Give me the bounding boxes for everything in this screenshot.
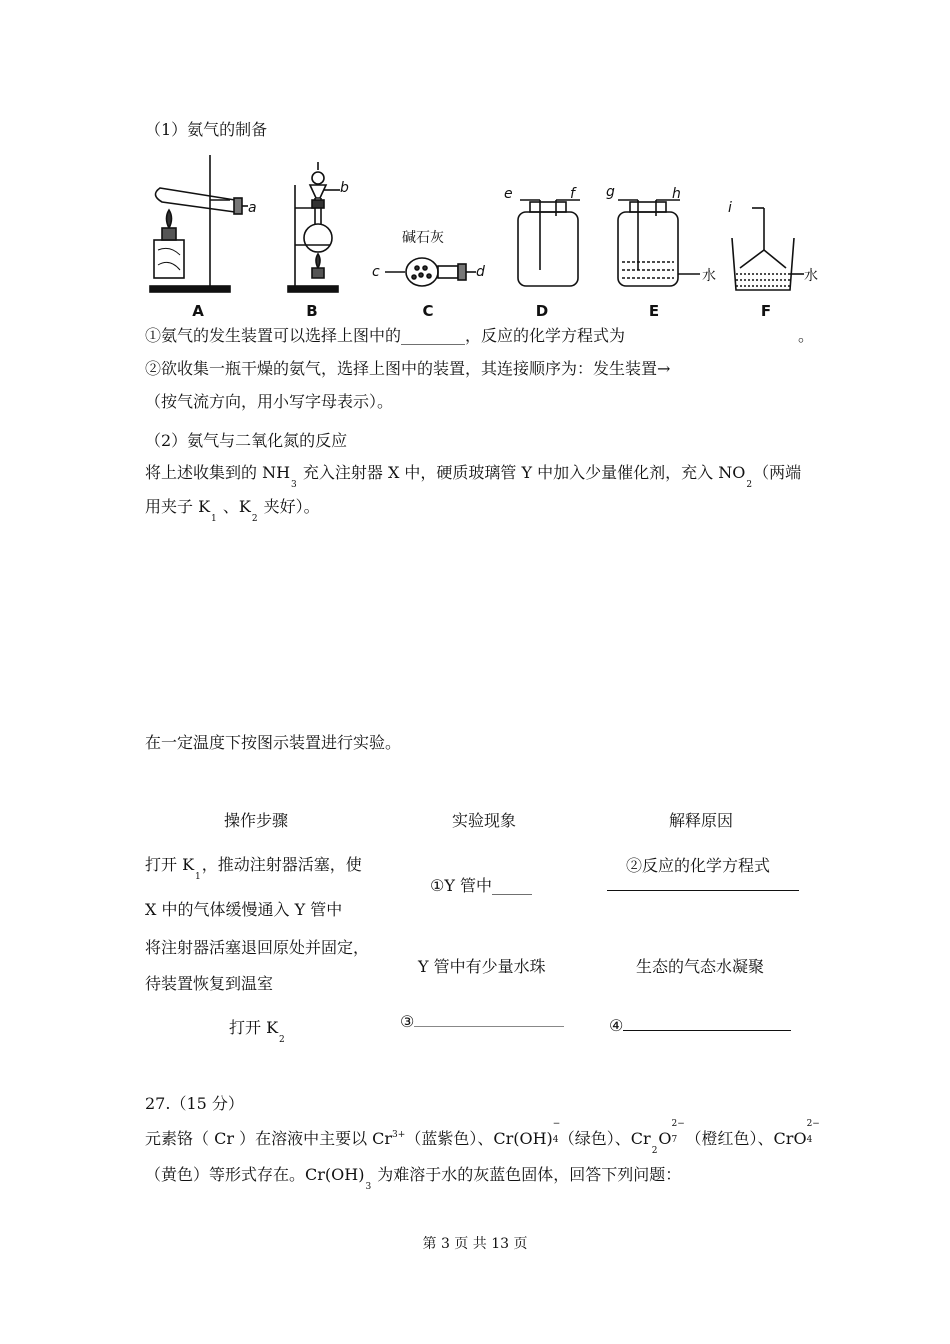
table-header-operation: 操作步骤 [224,811,289,830]
question-2: ②欲收集一瓶干燥的氨气，选择上图中的装置，其连接顺序为：发生装置→ [145,359,671,378]
row2-phenomenon: Y 管中有少量水珠 [418,957,546,976]
section2-title: （2）氨气与二氧化氮的反应 [145,431,348,450]
section1-title: （1）氨气的制备 [145,120,268,139]
row1-reason-blank [607,890,799,891]
port-label-e: e [504,186,513,202]
table-header-reason: 解释原因 [669,811,734,830]
port-label-f: f [570,186,575,202]
row3-phenomenon: ③ [400,1012,564,1031]
row1-operation-line1: 打开 $K_1$，推动注射器活塞，使 [145,855,362,882]
port-label-a: a [248,200,257,216]
row1-reason: ②反应的化学方程式 [626,856,771,875]
question-2-cont: （按气流方向，用小写字母表示）。 [145,392,394,411]
row1-operation-line2: X 中的气体缓慢通入 Y 管中 [145,900,343,919]
row2-operation-line1: 将注射器活塞退回原处并固定， [145,938,370,957]
apparatus-label-f: F [760,302,772,320]
port-label-b: b [340,180,349,196]
q27-heading: 27.（15 分） [145,1094,244,1113]
row1-phenomenon: ①Y 管中_____ [430,876,532,895]
apparatus-label-b: B [306,302,318,320]
question-1-end: 。 [798,326,815,345]
port-label-c: c [372,264,380,280]
row3-operation: 打开 $K_2$ [229,1018,285,1045]
q27-line1: 元素铬（ Cr ）在溶液中主要以 $Cr^{3+}$（蓝紫色）、Cr(OH) − 4 （绿色）、$Cr_2O$ 2− 7 （橙红色）、CrO 2− 4 [145,1119,820,1156]
apparatus-label-d: D [535,302,549,320]
table-header-phenomenon: 实验现象 [452,811,517,830]
page-footer: 第 3 页 共 13 页 [422,1236,528,1252]
apparatus-figure [140,150,820,320]
section2-intro: 在一定温度下按图示装置进行实验。 [145,733,402,752]
row2-reason: 生态的气态水凝聚 [636,957,765,976]
soda-lime-label: 碱石灰 [402,230,444,246]
apparatus-label-e: E [648,302,660,320]
water-label-e: 水 [702,268,716,284]
port-label-i: i [728,200,732,216]
port-label-h: h [672,186,681,202]
port-label-d: d [476,264,485,280]
row3-reason: ④ [609,1016,791,1035]
section2-line1: 将上述收集到的 $NH_3$ 充入注射器 X 中，硬质玻璃管 Y 中加入少量催化剂，充入 $NO_2$（两端 [145,463,802,490]
port-label-g: g [606,184,615,200]
section2-line2: 用夹子 $K_1$ 、$K_2$ 夹好）。 [145,497,320,524]
row2-operation-line2: 待装置恢复到温室 [145,974,274,993]
question-1: ①氨气的发生装置可以选择上图中的________，反应的化学方程式为 [145,326,626,345]
apparatus-label-c: C [422,302,434,320]
water-label-f: 水 [804,268,818,284]
apparatus-label-a: A [192,302,204,320]
q27-line2: （黄色）等形式存在。$Cr(OH)_3$ 为难溶于水的灰蓝色固体，回答下列问题： [145,1165,682,1192]
